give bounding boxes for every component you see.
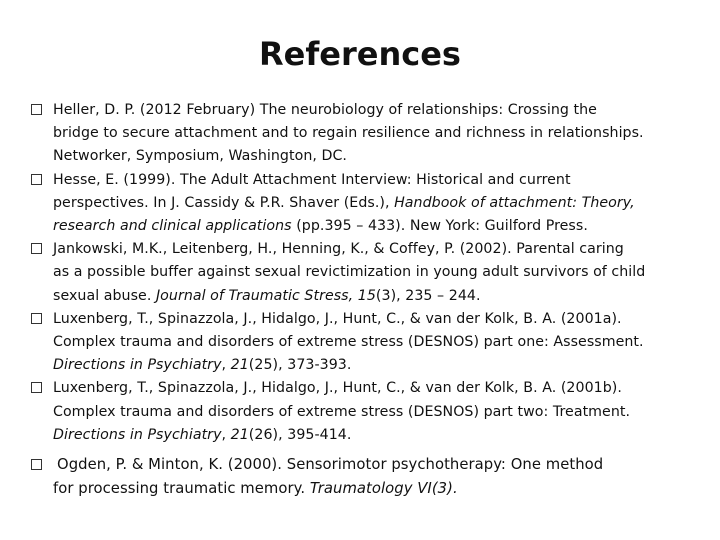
reference-text: for processing traumatic memory. — [53, 479, 310, 497]
reference-item — [31, 99, 701, 169]
reference-italic-text: research and clinical applications — [53, 218, 292, 235]
reference-text: Luxenberg, T., Spinazzola, J., Hidalgo, J., Hunt, C., & van der Kolk, B. A. (2001a). — [53, 310, 622, 327]
reference-line — [53, 215, 701, 238]
reference-text: Ogden, P. & Minton, K. (2000). Sensorimotor psychotherapy: One method — [57, 456, 604, 474]
reference-italic-text: Traumatology VI(3). — [309, 479, 458, 497]
reference-italic-text: Directions in Psychiatry — [53, 426, 222, 443]
reference-list — [31, 99, 701, 500]
reference-text: Complex trauma and disorders of extreme stress (DESNOS) part two: Treatment. — [53, 403, 631, 420]
reference-line — [53, 453, 701, 477]
reference-line — [53, 308, 701, 331]
square-bullet-icon — [31, 382, 42, 393]
reference-text: (26), 395-414. — [248, 426, 352, 443]
reference-line — [53, 192, 701, 215]
reference-text: Jankowski, M.K., Leitenberg, H., Henning, K., & Coffey, P. (2002). Parental caring — [53, 241, 624, 258]
reference-text: Complex trauma and disorders of extreme stress (DESNOS) part one: Assessment. — [53, 334, 644, 351]
reference-italic-text: 21 — [230, 357, 249, 374]
square-bullet-icon — [31, 313, 42, 324]
reference-text: Heller, D. P. (2012 February) The neurobiology of relationships: Crossing the — [53, 102, 597, 118]
reference-italic-text: Directions in Psychiatry — [53, 357, 222, 374]
reference-item — [31, 169, 701, 239]
reference-line — [53, 261, 701, 284]
reference-italic-text: Handbook of attachment: Theory, — [394, 194, 635, 211]
reference-line — [53, 477, 701, 501]
reference-text: Hesse, E. (1999). The Adult Attachment Interview: Historical and current — [53, 171, 571, 188]
reference-item — [31, 238, 701, 308]
reference-text: (3), 235 – 244. — [375, 287, 481, 304]
reference-item — [31, 453, 701, 500]
reference-italic-text: Journal of Traumatic Stress, 15 — [155, 287, 376, 304]
reference-text: Luxenberg, T., Spinazzola, J., Hidalgo, J., Hunt, C., & van der Kolk, B. A. (2001b). — [53, 380, 622, 397]
reference-line — [53, 354, 701, 377]
reference-text: (pp.395 – 433). New York: Guilford Press. — [291, 218, 588, 235]
reference-text: as a possible buffer against sexual revictimization in young adult survivors of child — [53, 264, 646, 281]
reference-line — [53, 122, 701, 145]
reference-line — [53, 145, 701, 168]
reference-line — [53, 238, 701, 261]
reference-text: (25), 373-393. — [248, 357, 352, 374]
reference-line — [53, 99, 701, 122]
reference-line — [53, 285, 701, 308]
square-bullet-icon — [31, 104, 42, 115]
reference-line — [53, 424, 701, 447]
reference-text: sexual abuse. — [53, 287, 156, 304]
reference-text: perspectives. In J. Cassidy & P.R. Shaver (Eds.), — [53, 194, 395, 211]
reference-item — [31, 308, 701, 378]
reference-italic-text: 21 — [230, 426, 249, 443]
square-bullet-icon — [31, 174, 42, 185]
page-title: References — [259, 35, 461, 73]
square-bullet-icon — [31, 243, 42, 254]
reference-line — [53, 377, 701, 400]
reference-line — [53, 331, 701, 354]
reference-text: , — [221, 357, 231, 374]
reference-text: bridge to secure attachment and to regain resilience and richness in relationships. — [53, 125, 644, 142]
reference-item — [31, 377, 701, 447]
reference-line — [53, 401, 701, 424]
reference-text: Networker, Symposium, Washington, DC. — [53, 148, 347, 165]
square-bullet-icon — [31, 459, 42, 470]
reference-line — [53, 169, 701, 192]
reference-text: , — [221, 426, 231, 443]
